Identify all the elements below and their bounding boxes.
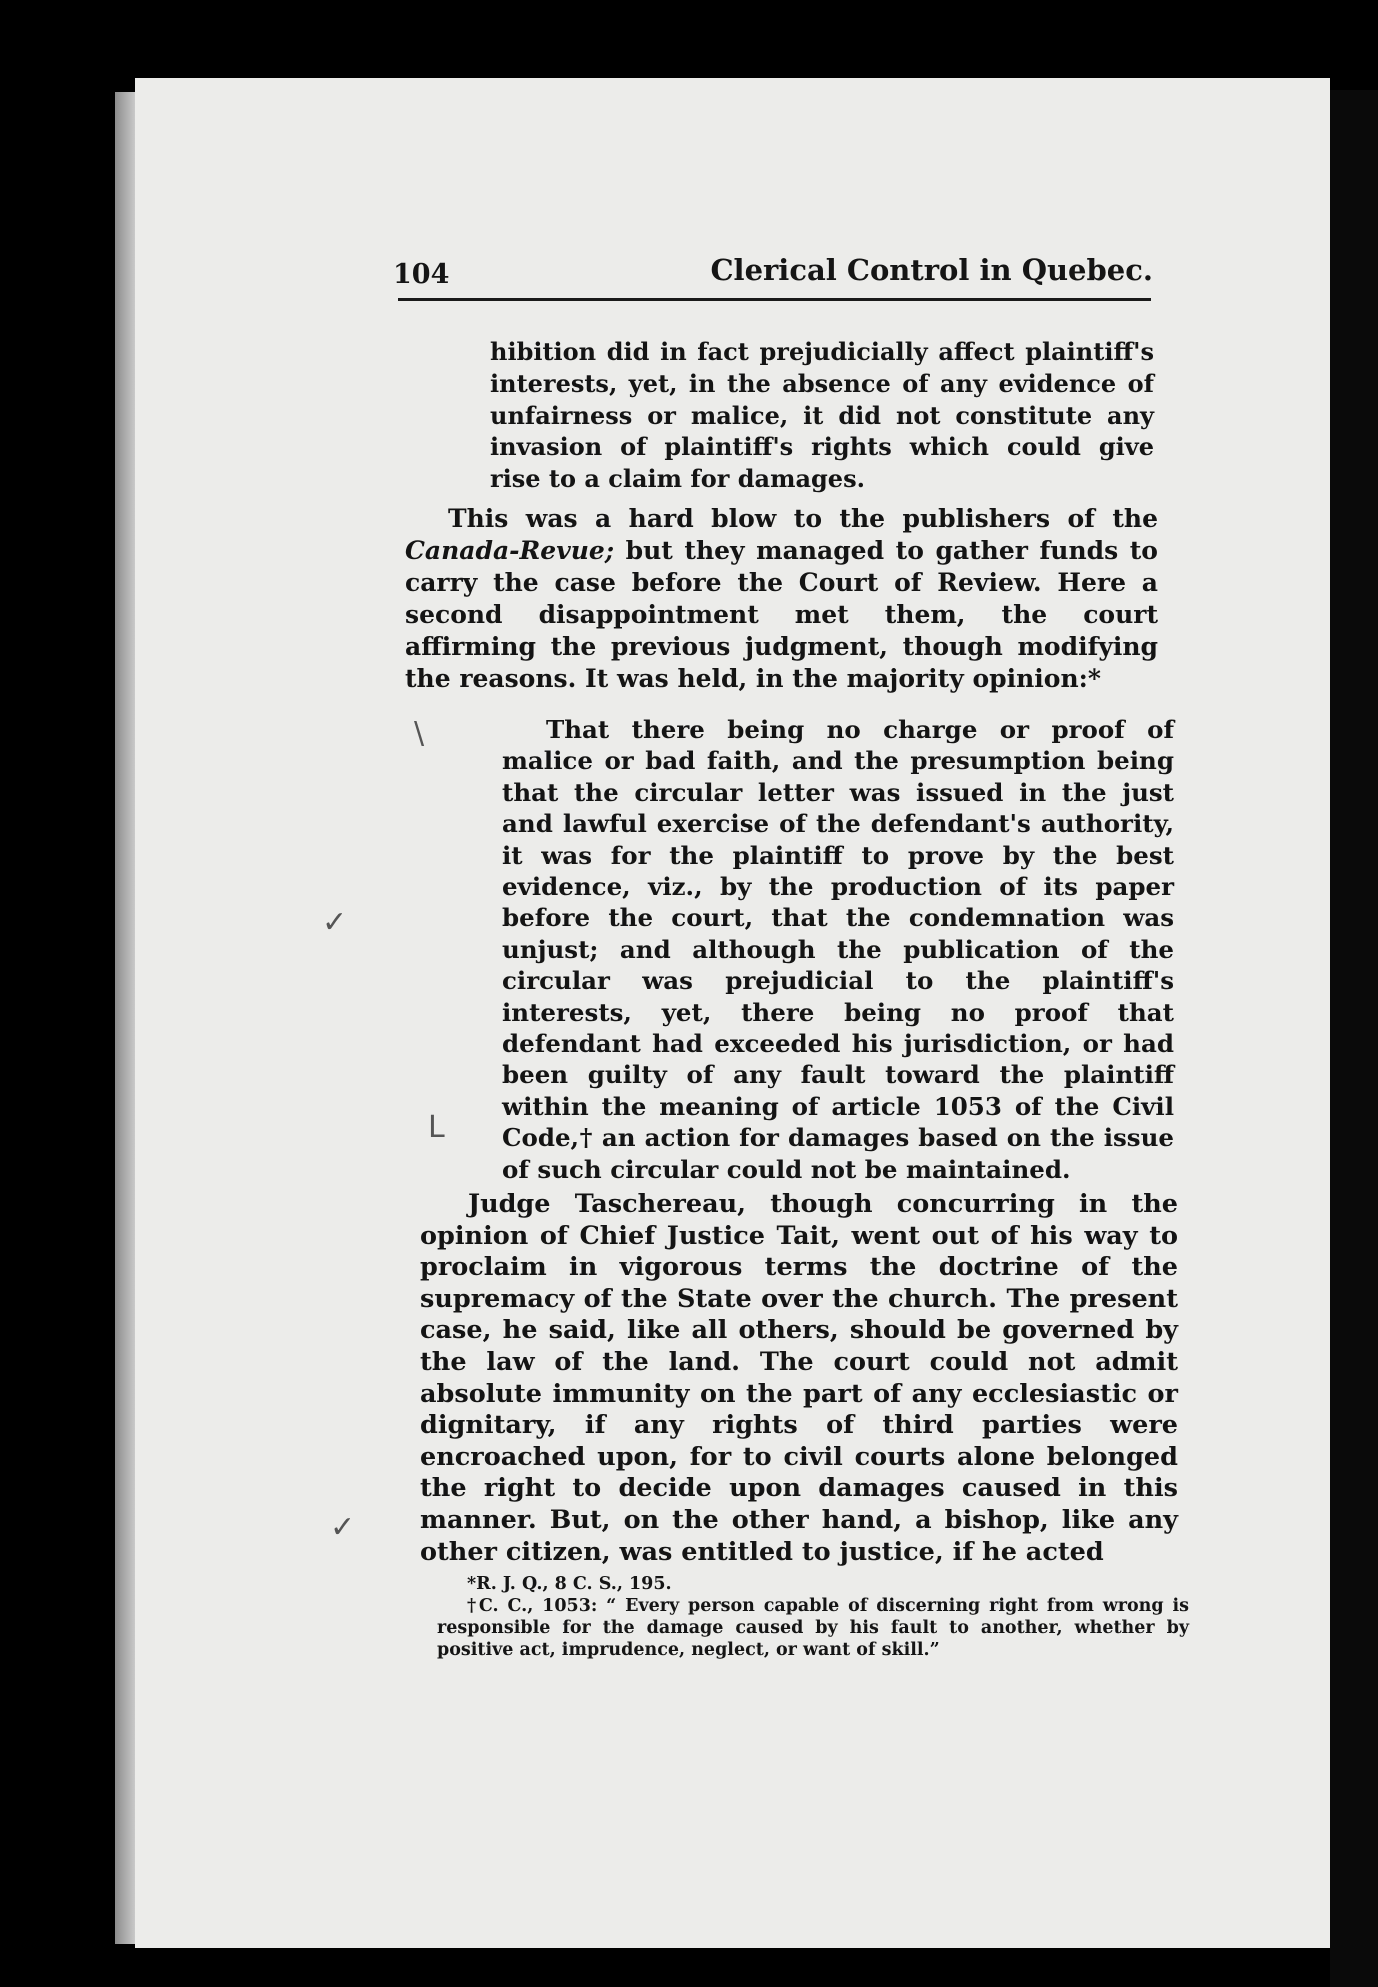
paragraph-1 [405, 503, 1158, 695]
block-quote-2: That there being no charge or proof of malice or bad faith, and the presumption being that the circular letter was issued in the just and lawful exercise of the defendant's authority, it was for the plaintiff to prove by the best evidence, viz., by the production of its paper before the court, that the condemnation was unjust; and although the publication of the circular was prejudicial to the plaintiff's interests, yet, there being no proof that defendant had exceeded his jurisdiction, or had been guilty of any fault toward the plaintiff within the meaning of article 1053 of the Civil Code,† an action for damages based on the issue of such circular could not be maintained. [502, 715, 1174, 1184]
book-gutter [1330, 90, 1378, 1987]
running-title: Clerical Control in Quebec. [710, 253, 1153, 287]
margin-mark-2: ✓ [322, 905, 348, 940]
page-header [393, 253, 1153, 293]
margin-mark-3: L [428, 1110, 445, 1145]
paragraph-2: Judge Taschereau, though concurring in the opinion of Chief Justice Tait, went out of his way to proclaim in vigorous terms the doctrine of the supremacy of the State over the church. The present case, he said, like all others, should be governed by the law of the land. The court could not admit absolute immunity on the part of any ecclesiastic or dignitary, if any rights of third parties were encroached upon, for to civil courts alone belonged the right to decide upon damages caused in this manner. But, on the other hand, a bishop, like any other citizen, was entitled to justice, if he acted [420, 1189, 1178, 1567]
paragraph-1-text-a: This was a hard blow to the publishers of the [448, 504, 1158, 533]
footnote-2: †C. C., 1053: “ Every person capable of discerning right from wrong is responsible for the damage caused by his fault to another, whether by positive act, imprudence, neglect, or want of skill.” [437, 1596, 1189, 1660]
page-number: 104 [393, 259, 450, 290]
header-rule [398, 298, 1151, 301]
margin-mark-4: ✓ [330, 1510, 356, 1545]
page-edge [115, 92, 137, 1944]
footnote-1: *R. J. Q., 8 C. S., 195. [467, 1574, 672, 1594]
publication-title: Canada-Revue; [405, 536, 615, 565]
block-quote-1: hibition did in fact prejudicially affect plaintiff's interests, yet, in the absence of any evidence of unfairness or malice, it did not constitute any invasion of plaintiff's rights which could give rise to a claim for damages. [490, 337, 1154, 494]
footnotes [437, 1573, 1189, 1661]
paragraph-1-text-b: but they managed to gather funds to carry the case before the Court of Review. Here a second disappointment met them, the court affirming the previous judgment, though modifying the reasons. It was held, in the majority opinion:* [405, 536, 1158, 693]
margin-mark-1: \ [414, 716, 425, 751]
